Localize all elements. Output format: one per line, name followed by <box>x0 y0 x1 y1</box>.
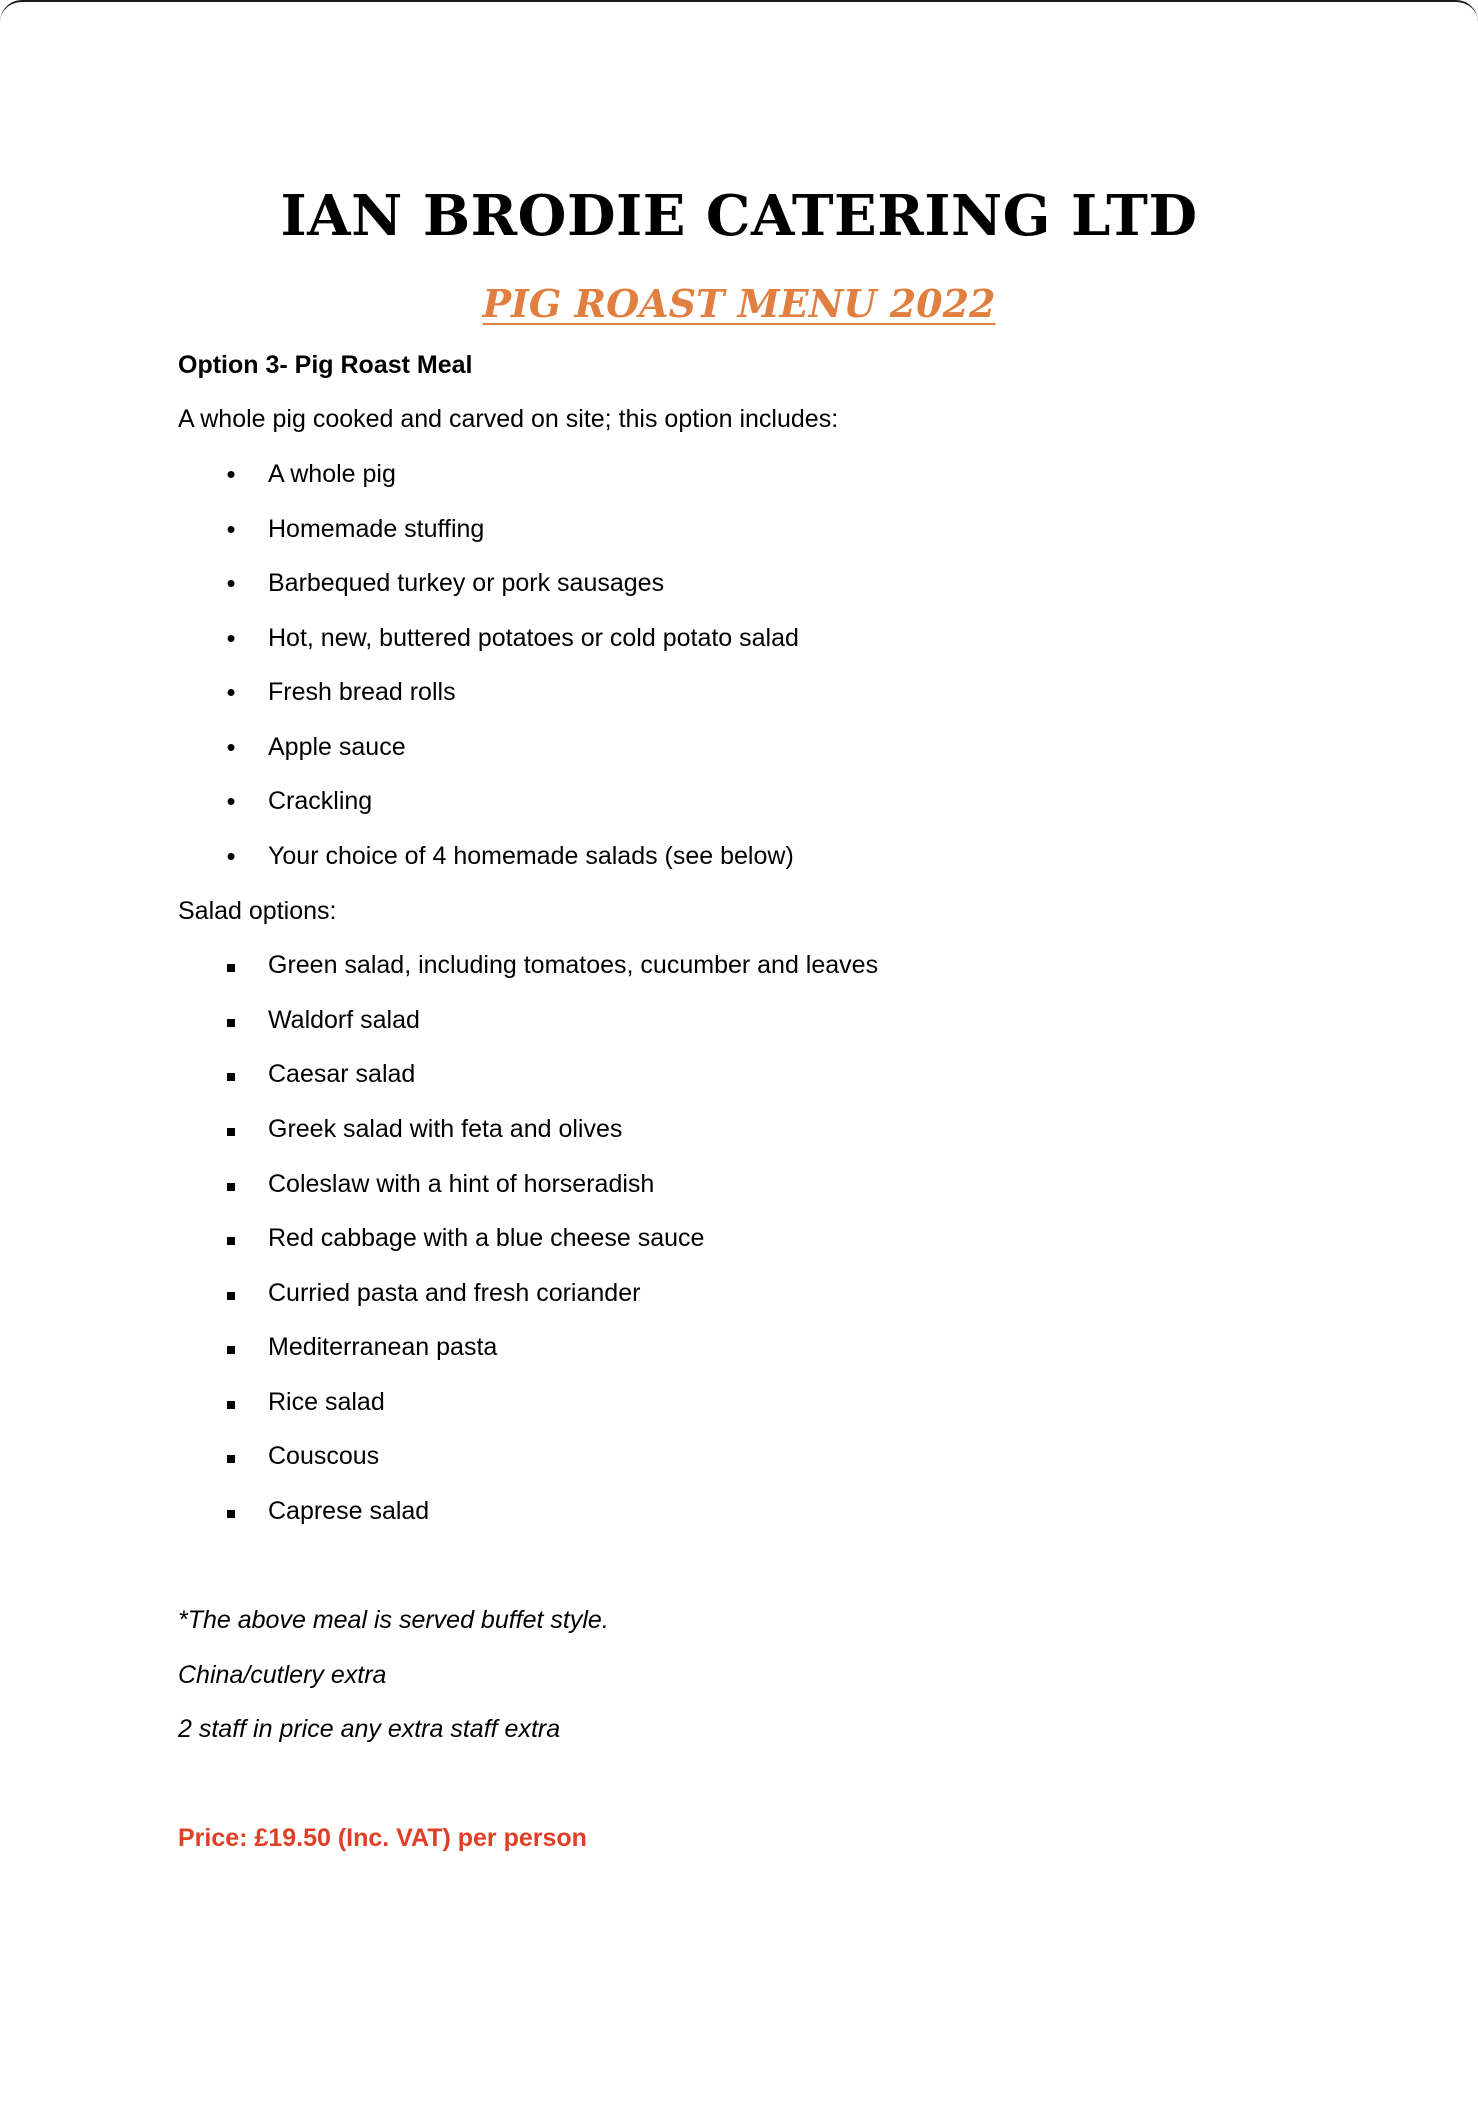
list-item-label: Curried pasta and fresh coriander <box>268 1279 641 1307</box>
list-item-label: Barbequed turkey or pork sausages <box>268 569 665 597</box>
bullet-icon <box>226 512 236 547</box>
list-item-label: Couscous <box>268 1442 380 1470</box>
bullet-icon <box>226 457 236 492</box>
list-item-label: Homemade stuffing <box>268 515 485 543</box>
square-bullet-icon <box>227 1073 235 1081</box>
salad-heading: Salad options: <box>178 897 337 925</box>
square-bullet-icon <box>227 1292 235 1300</box>
list-item-label: Caesar salad <box>268 1060 416 1088</box>
square-bullet-icon <box>227 1401 235 1409</box>
square-bullet-icon <box>227 1128 235 1136</box>
list-item-label: Apple sauce <box>268 733 406 761</box>
bullet-icon <box>226 784 236 819</box>
note-line: 2 staff in price any extra staff extra <box>178 1715 561 1743</box>
square-bullet-icon <box>227 1346 235 1354</box>
company-title: IAN BRODIE CATERING LTD <box>280 183 1198 249</box>
list-item-label: Crackling <box>268 787 373 815</box>
list-item-label: Greek salad with feta and olives <box>268 1115 623 1143</box>
option-intro: A whole pig cooked and carved on site; this option includes: <box>178 405 839 433</box>
square-bullet-icon <box>227 1510 235 1518</box>
list-item-label: Mediterranean pasta <box>268 1333 498 1361</box>
list-item-label: Waldorf salad <box>268 1006 420 1034</box>
list-item-label: Hot, new, buttered potatoes or cold potato salad <box>268 624 799 652</box>
list-item-label: Coleslaw with a hint of horseradish <box>268 1170 655 1198</box>
menu-title: PIG ROAST MENU 2022 <box>482 281 996 326</box>
bullet-icon <box>226 839 236 874</box>
square-bullet-icon <box>227 1237 235 1245</box>
note-line: China/cutlery extra <box>178 1661 387 1689</box>
price-text: Price: £19.50 (Inc. VAT) per person <box>178 1824 587 1852</box>
list-item-label: Fresh bread rolls <box>268 678 456 706</box>
list-item-label: A whole pig <box>268 460 396 488</box>
square-bullet-icon <box>227 964 235 972</box>
square-bullet-icon <box>227 1183 235 1191</box>
square-bullet-icon <box>227 1019 235 1027</box>
list-item-label: Green salad, including tomatoes, cucumber and leaves <box>268 951 879 979</box>
square-bullet-icon <box>227 1455 235 1463</box>
note-line: *The above meal is served buffet style. <box>178 1606 609 1634</box>
bullet-icon <box>226 730 236 765</box>
list-item-label: Your choice of 4 homemade salads (see below) <box>268 842 794 870</box>
bullet-icon <box>226 621 236 656</box>
list-item-label: Red cabbage with a blue cheese sauce <box>268 1224 705 1252</box>
bullet-icon <box>226 566 236 601</box>
list-item-label: Rice salad <box>268 1388 385 1416</box>
option-heading: Option 3- Pig Roast Meal <box>178 351 473 379</box>
list-item-label: Caprese salad <box>268 1497 430 1525</box>
bullet-icon <box>226 675 236 710</box>
